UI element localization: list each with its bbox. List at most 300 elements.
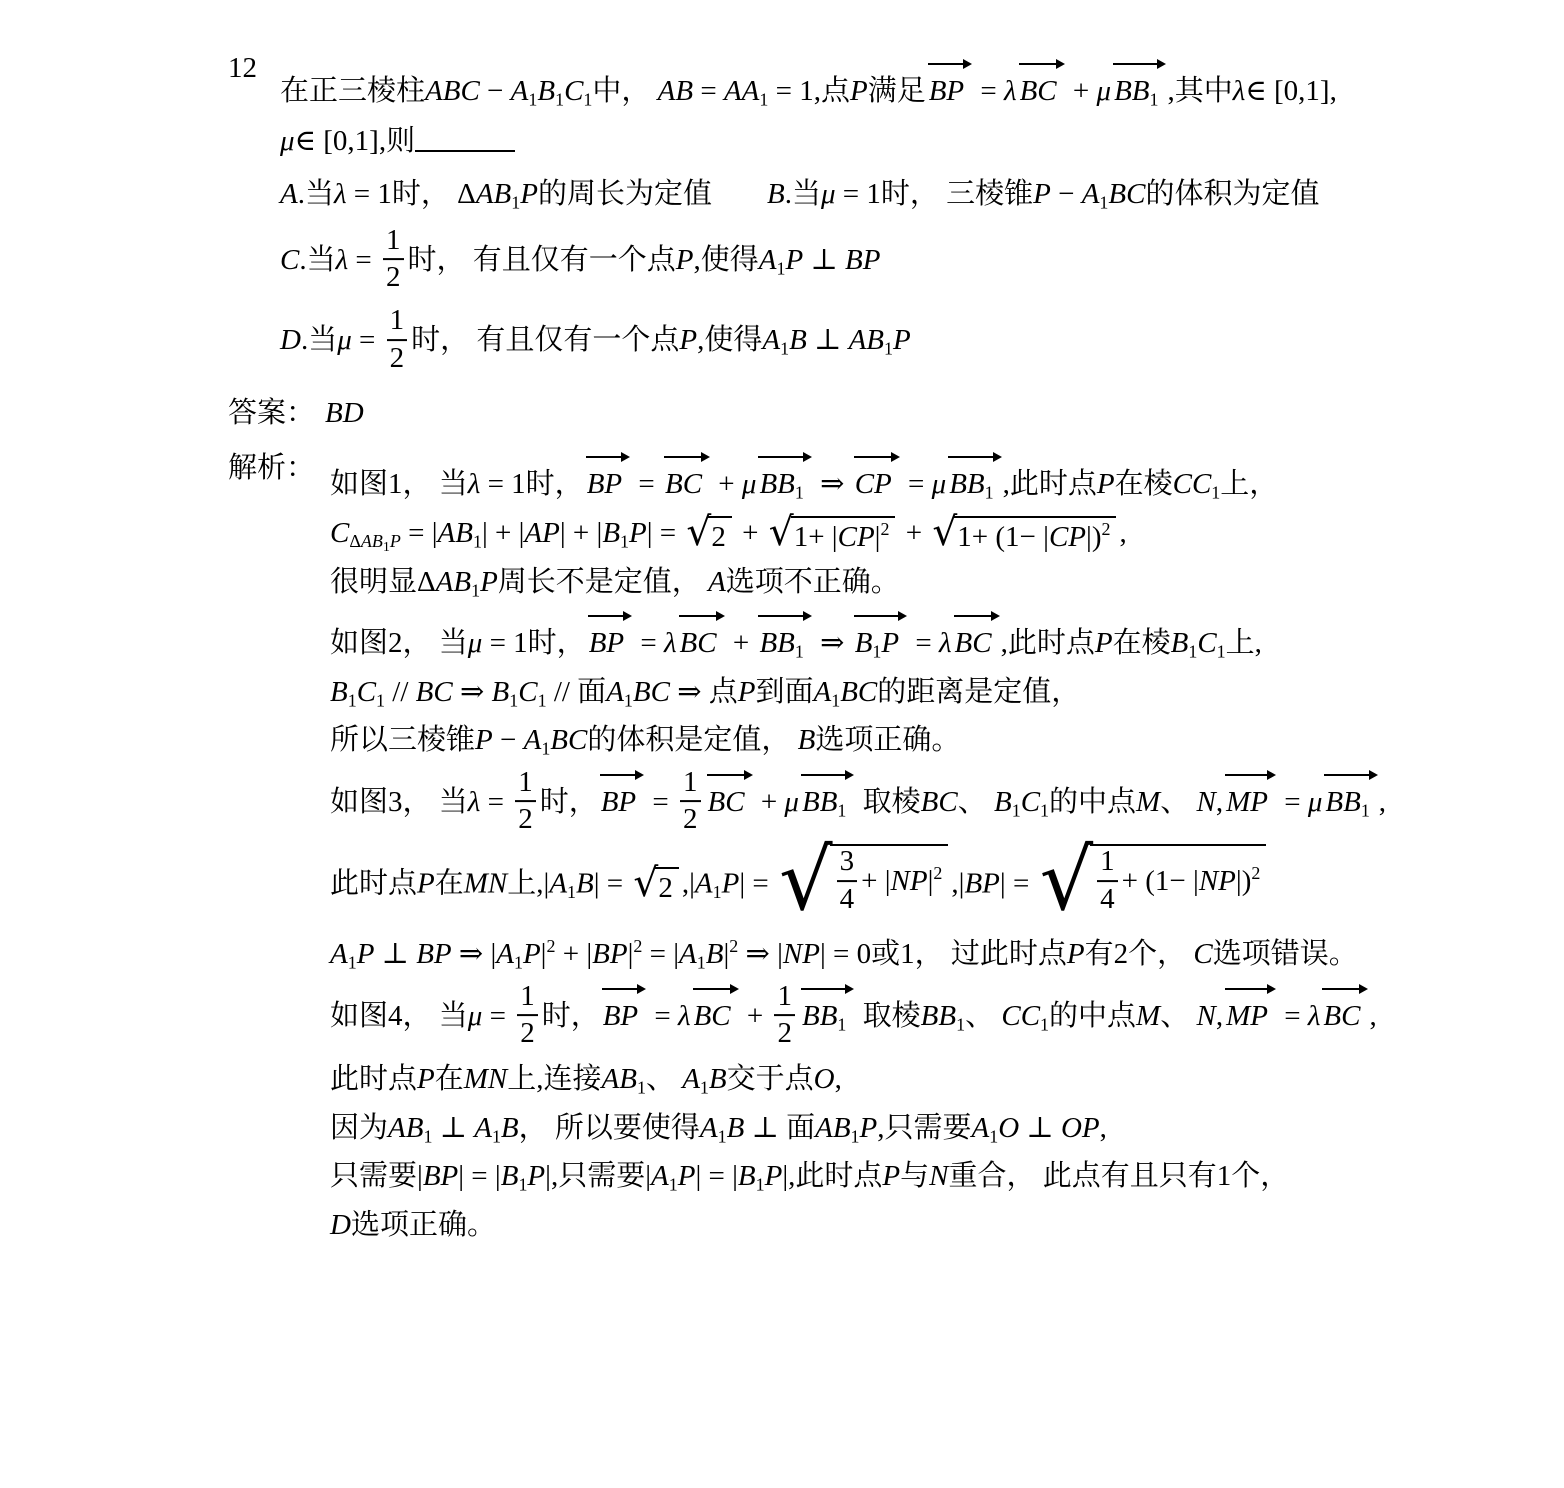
- math-variable: A: [549, 867, 568, 900]
- math-run: ,使得: [697, 324, 763, 357]
- vector-overarrow: [587, 609, 632, 666]
- square-root: [686, 509, 731, 555]
- math-run: Δ: [349, 531, 361, 552]
- math-run: +: [753, 785, 785, 818]
- math-variable: BP: [586, 468, 623, 501]
- subscript: 1: [759, 89, 769, 110]
- fraction-denominator: 2: [518, 802, 533, 835]
- options-a-b: [280, 173, 1528, 217]
- math-variable: A: [280, 178, 298, 210]
- math-run: ⇒ |: [738, 938, 783, 971]
- math-run: 上,连接: [507, 1063, 602, 1096]
- math-variable: P: [520, 178, 538, 210]
- math-run: =: [973, 75, 1005, 107]
- math-variable: B: [491, 675, 510, 708]
- math-variable: BB: [801, 785, 838, 818]
- math-run: 的周长为定值: [537, 178, 712, 210]
- subscript: 1: [989, 1126, 999, 1147]
- math-variable: A: [758, 243, 777, 276]
- math-variable: OP: [1060, 1111, 1100, 1144]
- math-run: 的中点: [1049, 785, 1137, 818]
- math-variable: A: [510, 75, 529, 107]
- math-variable: μ: [337, 324, 352, 357]
- math-variable: BC: [415, 675, 453, 708]
- fraction-numerator: 1: [1097, 845, 1118, 881]
- subscript: 1: [376, 689, 386, 710]
- math-variable: BP: [600, 785, 637, 818]
- math-run: ,: [1119, 516, 1127, 549]
- blank-underline: [415, 121, 515, 152]
- math-run: 在棱: [1114, 468, 1173, 501]
- vector-overarrow: [599, 768, 644, 825]
- math-run: ⇒: [812, 627, 852, 659]
- math-variable: M: [1136, 785, 1161, 818]
- fraction-numerator: 1: [680, 766, 701, 802]
- vector-overarrow: [663, 450, 710, 507]
- math-run: 1+ |: [793, 520, 838, 553]
- subscript: 1: [623, 689, 633, 710]
- math-variable: B: [576, 867, 594, 900]
- math-variable: A: [496, 938, 514, 971]
- solution-line-10: [330, 979, 1528, 1054]
- math-run: 只需要|: [330, 1160, 423, 1193]
- math-run: =: [351, 324, 383, 357]
- math-run: |,此时点: [782, 1160, 883, 1193]
- math-run: −: [492, 724, 524, 756]
- solution-line-8: [330, 831, 1528, 930]
- math-run: 上,|: [507, 867, 550, 900]
- math-run: 周长不是定值，: [497, 565, 709, 598]
- options-block: [280, 173, 1528, 378]
- math-variable: A: [1081, 178, 1100, 210]
- math-variable: λ: [938, 627, 952, 659]
- math-variable: MP: [1226, 999, 1268, 1032]
- math-variable: B: [737, 1160, 756, 1193]
- math-run: 在正三棱柱: [280, 75, 426, 107]
- math-run: ⇒ |: [451, 938, 497, 971]
- math-variable: AP: [524, 516, 560, 549]
- math-variable: B: [537, 75, 556, 107]
- math-variable: N: [1196, 999, 1216, 1032]
- math-run: |: [927, 865, 934, 898]
- subscript: 1: [347, 689, 357, 710]
- math-run: +: [734, 516, 766, 549]
- math-variable: BB: [949, 468, 985, 501]
- math-run: 的距离是定值，: [877, 675, 1081, 708]
- math-variable: BC: [1323, 999, 1361, 1032]
- subscript: 1: [537, 689, 547, 710]
- math-run: 所以三棱锥: [330, 724, 476, 756]
- math-variable: C: [1193, 938, 1213, 971]
- analysis-body: [330, 445, 1528, 1252]
- math-run: 、: [965, 999, 1002, 1032]
- math-variable: B: [602, 516, 621, 549]
- math-run: 很明显Δ: [330, 565, 436, 598]
- square-root: [779, 831, 948, 930]
- math-run: 交于点: [726, 1063, 814, 1096]
- math-run: =: [633, 627, 664, 659]
- math-variable: P: [522, 938, 541, 971]
- math-variable: A: [651, 1160, 669, 1193]
- fraction-denominator: 2: [777, 1017, 792, 1050]
- math-run: 、: [957, 785, 994, 818]
- math-run: +: [1065, 75, 1097, 107]
- math-variable: AB: [475, 178, 512, 210]
- analysis-label: 解析：: [228, 452, 316, 485]
- math-variable: B: [994, 785, 1012, 818]
- math-variable: P: [480, 565, 498, 598]
- fraction-numerator: 1: [387, 304, 408, 340]
- math-run: | = 0或1， 过此时点: [819, 938, 1067, 971]
- math-variable: B: [330, 675, 348, 708]
- math-run: ∈ [0,1],: [1245, 75, 1337, 107]
- math-variable: BC: [920, 785, 958, 818]
- radical-sign: √: [686, 509, 712, 555]
- fraction: [387, 304, 408, 375]
- subscript: 1: [636, 1077, 646, 1098]
- math-run: 在: [434, 867, 464, 900]
- subscript: 1: [872, 641, 882, 662]
- math-variable: CP: [854, 468, 892, 501]
- math-variable: N: [929, 1160, 949, 1193]
- math-variable: C: [1020, 785, 1041, 818]
- math-variable: BC: [1019, 75, 1057, 107]
- math-run: ⊥: [1019, 1111, 1061, 1144]
- math-variable: μ: [467, 999, 483, 1032]
- math-run: |: [540, 938, 547, 971]
- math-variable: MN: [463, 1063, 508, 1096]
- math-variable: AB: [437, 516, 473, 549]
- subscript: 1: [1216, 641, 1226, 662]
- math-variable: BP: [928, 75, 965, 107]
- fraction-numerator: 1: [515, 766, 536, 802]
- math-variable: P: [389, 531, 401, 552]
- fraction: [837, 845, 858, 916]
- math-run: ∈ [0,1],则: [294, 124, 416, 157]
- math-variable: P: [764, 1160, 783, 1193]
- math-run: | = |: [458, 1160, 501, 1193]
- math-run: =: [1276, 785, 1308, 818]
- radical-sign: √: [1039, 831, 1094, 930]
- radical-sign: √: [633, 860, 659, 906]
- math-variable: A: [694, 867, 713, 900]
- superscript: 2: [1101, 518, 1111, 539]
- solution-line-3: [330, 561, 1528, 605]
- math-variable: P: [356, 938, 375, 971]
- math-run: ⇒: [452, 675, 492, 708]
- math-variable: AA: [723, 75, 760, 107]
- math-variable: λ: [467, 785, 481, 818]
- vector-overarrow: [853, 450, 900, 507]
- fraction: [383, 224, 404, 295]
- math-run: 选项不正确。: [725, 565, 900, 598]
- math-variable: BB: [1114, 75, 1150, 107]
- math-run: ⇒ 点: [669, 675, 738, 708]
- math-run: 此时点: [330, 1063, 418, 1096]
- math-run: .当: [784, 178, 821, 210]
- answer-row: [228, 392, 1528, 436]
- math-run: |: [723, 938, 730, 971]
- subscript: 1: [541, 738, 551, 759]
- math-run: 中，: [592, 75, 658, 107]
- math-variable: λ: [1004, 75, 1017, 107]
- subscript: 1: [794, 641, 804, 662]
- subscript: 1: [509, 689, 519, 710]
- math-variable: BB: [759, 627, 795, 659]
- math-run: 的中点: [1049, 999, 1137, 1032]
- math-variable: μ: [741, 468, 757, 501]
- math-run: 上,: [1225, 627, 1262, 659]
- math-run: =: [908, 627, 939, 659]
- math-variable: BC: [632, 675, 670, 708]
- math-variable: A: [708, 565, 726, 598]
- math-variable: O: [813, 1063, 835, 1096]
- math-variable: BP: [844, 243, 881, 276]
- math-variable: NP: [890, 865, 928, 898]
- vector-overarrow: [853, 609, 907, 666]
- math-variable: P: [893, 324, 911, 357]
- math-variable: MN: [463, 867, 508, 900]
- math-variable: BC: [550, 724, 588, 756]
- math-run: ⊥ 面: [744, 1111, 816, 1144]
- math-variable: AB: [435, 565, 472, 598]
- math-run: ,使得: [693, 243, 759, 276]
- subscript: 1: [696, 952, 706, 973]
- option-d: [280, 304, 1528, 378]
- math-run: 的体积为定值: [1145, 178, 1320, 210]
- math-variable: P: [1033, 178, 1051, 210]
- math-variable: B: [1170, 627, 1189, 659]
- radicand: [1090, 844, 1266, 919]
- math-variable: BB: [759, 468, 795, 501]
- fraction-numerator: 1: [517, 980, 538, 1016]
- square-root: [932, 509, 1116, 555]
- math-variable: μ: [467, 627, 483, 659]
- math-run: ,只需要: [877, 1111, 972, 1144]
- square-root: [768, 509, 896, 555]
- math-run: ， 所以要使得: [518, 1111, 700, 1144]
- math-run: 1+ (1− |: [957, 520, 1049, 553]
- math-variable: P: [721, 867, 740, 900]
- math-run: 选项错误。: [1212, 938, 1358, 971]
- subscript: 1: [850, 1126, 860, 1147]
- math-run: + (1− |: [1121, 865, 1199, 898]
- radicand: [830, 844, 949, 919]
- subscript: 1: [1149, 89, 1159, 110]
- math-variable: BP: [422, 1160, 459, 1193]
- math-variable: P: [475, 724, 493, 756]
- math-run: | =: [646, 516, 684, 549]
- math-variable: λ: [678, 999, 691, 1032]
- superscript: 2: [1251, 863, 1261, 884]
- math-run: 如图3， 当: [330, 785, 468, 818]
- subscript: 1: [347, 952, 357, 973]
- math-run: 因为: [330, 1111, 389, 1144]
- math-run: 重合， 此点有且只有1个，: [948, 1160, 1290, 1193]
- math-variable: AB: [815, 1111, 851, 1144]
- fraction-denominator: 2: [520, 1017, 535, 1050]
- math-run: |,只需要|: [545, 1160, 652, 1193]
- math-run: 在: [434, 1063, 464, 1096]
- math-variable: P: [417, 1063, 435, 1096]
- math-run: =: [693, 75, 724, 107]
- subscript: 1: [1040, 799, 1050, 820]
- math-variable: NP: [1198, 865, 1236, 898]
- math-variable: P: [785, 243, 804, 276]
- subscript: 1: [513, 952, 523, 973]
- math-variable: BC: [954, 627, 992, 659]
- math-run: 时，: [539, 785, 598, 818]
- vector-overarrow: [1224, 982, 1276, 1039]
- math-run: 时，: [541, 999, 600, 1032]
- math-run: 、: [645, 1063, 683, 1096]
- math-variable: C: [1197, 627, 1217, 659]
- solution-line-13: [330, 1155, 1528, 1199]
- math-run: //: [385, 675, 416, 708]
- math-variable: AB: [657, 75, 694, 107]
- subscript: 1: [583, 89, 593, 110]
- fraction: [680, 766, 701, 837]
- math-variable: B: [766, 178, 785, 210]
- subscript: 1: [620, 531, 630, 552]
- math-variable: A: [523, 724, 542, 756]
- math-run: 、: [1160, 999, 1197, 1032]
- math-run: | + |: [481, 516, 525, 549]
- math-variable: B: [854, 627, 873, 659]
- math-run: |: [874, 520, 881, 553]
- math-variable: NP: [782, 938, 820, 971]
- math-run: 满足: [867, 75, 926, 107]
- subscript: 1: [471, 579, 481, 600]
- math-variable: M: [1136, 999, 1161, 1032]
- math-variable: P: [629, 516, 647, 549]
- vector-overarrow: [1224, 768, 1276, 825]
- subscript: 1: [884, 338, 894, 359]
- math-variable: C: [564, 75, 584, 107]
- math-variable: BP: [602, 999, 639, 1032]
- math-run: .当: [300, 324, 338, 357]
- vector-overarrow: [706, 768, 753, 825]
- math-run: | =: [739, 867, 777, 900]
- math-run: | = |: [695, 1160, 738, 1193]
- radicand: [708, 516, 732, 555]
- math-variable: BC: [840, 675, 878, 708]
- math-variable: AB: [388, 1111, 424, 1144]
- square-root: [1039, 831, 1267, 930]
- math-variable: P: [849, 75, 868, 107]
- math-variable: μ: [280, 124, 295, 157]
- math-run: .当: [297, 178, 334, 210]
- math-variable: BB: [920, 999, 957, 1032]
- math-variable: A: [762, 324, 781, 357]
- math-variable: P: [675, 243, 694, 276]
- subscript: 1: [511, 192, 521, 213]
- math-variable: B: [500, 1160, 519, 1193]
- vector-overarrow: [800, 768, 854, 825]
- math-run: =: [482, 999, 514, 1032]
- math-run: 的体积是定值，: [587, 724, 798, 756]
- question-line-2: [280, 119, 1528, 164]
- math-variable: A: [682, 1063, 700, 1096]
- math-run: 取棱: [855, 999, 921, 1032]
- math-run: 2: [711, 520, 726, 553]
- math-variable: A: [606, 675, 624, 708]
- vector-overarrow: [1018, 57, 1065, 114]
- subscript: 1: [956, 1014, 966, 1035]
- math-run: + |: [861, 865, 891, 898]
- fraction-numerator: 1: [383, 224, 404, 260]
- fraction-denominator: 2: [683, 802, 698, 835]
- math-run: ,|: [951, 867, 965, 900]
- math-variable: CP: [837, 520, 875, 553]
- math-run: // 面: [546, 675, 607, 708]
- math-run: = 1时， 三棱锥: [835, 178, 1034, 210]
- math-variable: C: [356, 675, 377, 708]
- fraction: [1097, 845, 1118, 916]
- math-variable: P: [1066, 938, 1085, 971]
- math-variable: B: [705, 938, 724, 971]
- math-variable: MP: [1226, 785, 1268, 818]
- subscript: 1: [518, 1174, 528, 1195]
- math-run: ⊥: [803, 243, 845, 276]
- math-run: ⊥: [432, 1111, 475, 1144]
- math-run: 如图2， 当: [330, 627, 468, 659]
- vector-overarrow: [1323, 768, 1377, 825]
- math-run: 、: [1160, 785, 1197, 818]
- math-run: |: [627, 938, 634, 971]
- math-run: ⊥: [806, 324, 849, 357]
- math-run: 有2个，: [1084, 938, 1194, 971]
- math-variable: μ: [820, 178, 836, 210]
- math-variable: μ: [1096, 75, 1112, 107]
- math-variable: BP: [588, 627, 625, 659]
- math-variable: N: [1196, 785, 1216, 818]
- math-run: 在棱: [1112, 627, 1171, 659]
- math-variable: P: [737, 675, 756, 708]
- math-variable: A: [679, 938, 697, 971]
- solution-line-1: [330, 450, 1528, 507]
- math-run: =: [900, 468, 932, 501]
- vector-overarrow: [601, 982, 646, 1039]
- fraction-numerator: 3: [837, 845, 858, 881]
- fraction-denominator: 4: [839, 882, 855, 915]
- math-run: +: [739, 999, 771, 1032]
- vector-overarrow: [1112, 57, 1166, 114]
- subscript: 1: [794, 482, 804, 503]
- solution-line-7: [330, 765, 1528, 840]
- math-variable: B: [500, 1111, 519, 1144]
- math-variable: λ: [467, 468, 481, 501]
- vector-overarrow: [947, 450, 1001, 507]
- subscript: 1: [1099, 192, 1109, 213]
- math-run: = |: [642, 938, 680, 971]
- subscript: 1: [837, 1014, 847, 1035]
- math-variable: P: [679, 324, 698, 357]
- math-variable: O: [998, 1111, 1020, 1144]
- math-run: 如图1， 当: [330, 468, 468, 501]
- math-variable: BC: [707, 785, 745, 818]
- math-variable: C: [330, 516, 350, 549]
- answer-value: BD: [325, 396, 364, 429]
- solution-line-14: [330, 1204, 1528, 1248]
- math-run: 时， 有且仅有一个点: [411, 324, 680, 357]
- solution-line-2: [330, 509, 1528, 556]
- math-run: = |: [400, 516, 438, 549]
- math-variable: λ: [333, 178, 347, 210]
- question-body: [280, 52, 1528, 168]
- superscript: 2: [546, 936, 556, 957]
- math-run: .当: [299, 243, 336, 276]
